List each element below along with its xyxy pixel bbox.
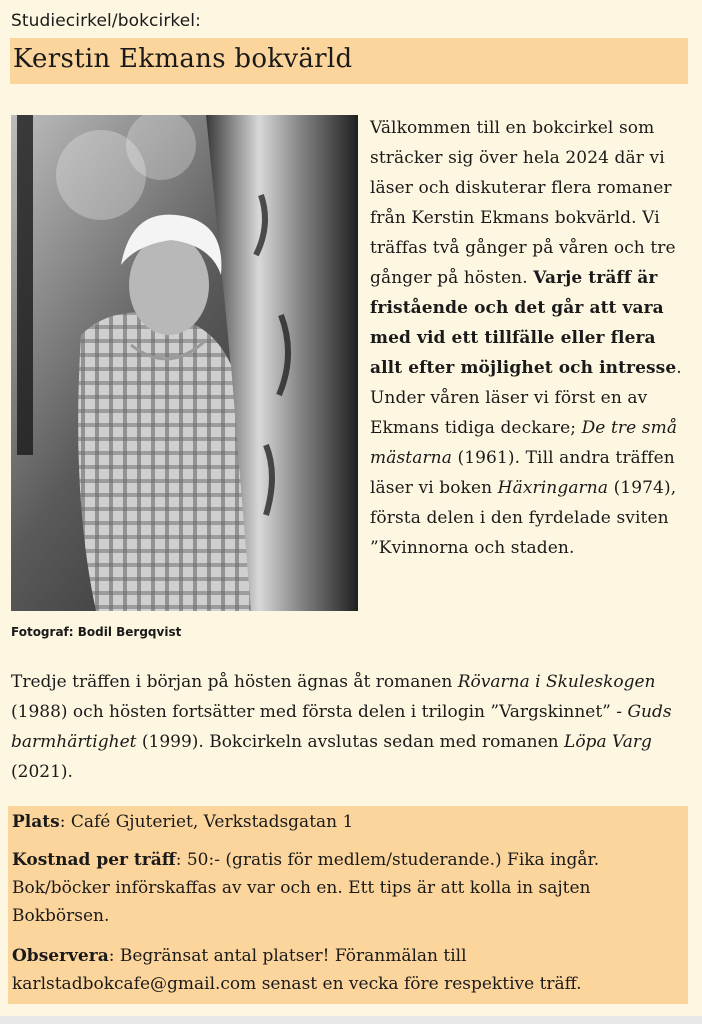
- intro-paragraph: [370, 113, 692, 563]
- page-title: Kerstin Ekmans bokvärld: [13, 44, 353, 74]
- place-value: : Café Gjuteriet, Verkstadsgatan 1: [59, 812, 354, 832]
- autumn-paragraph: [11, 667, 695, 787]
- book-title-2: Häxringarna: [497, 478, 609, 498]
- book-title-1: De tre små mästarna: [370, 418, 678, 468]
- cost-info: [12, 846, 680, 930]
- title-banner: [10, 38, 688, 84]
- intro-text-1: Välkommen till en bokcirkel som sträcker sig över hela 2024 där vi läser och diskuterar flera romaner från Kerstin Ekmans bokvärld. Vi träffas två gånger på våren och tre gånger på hösten.: [370, 118, 676, 288]
- autumn-text-3: (1999). Bokcirkeln avslutas sedan med romanen: [136, 732, 565, 752]
- intro-text-2: . Under våren läser vi först en av Ekmans tidiga deckare;: [370, 358, 682, 438]
- autumn-text-1: Tredje träffen i början på hösten ägnas åt romanen: [11, 672, 458, 692]
- note-value: : Begränsat antal platser! Föranmälan till karlstadbokcafe@gmail.com senast en vecka före respektive träff.: [12, 946, 582, 994]
- place-label: Plats: [12, 812, 60, 832]
- author-photo-illustration: [11, 115, 358, 611]
- place-info: [12, 808, 680, 836]
- photo-caption: Fotograf: Bodil Bergqvist: [11, 625, 182, 639]
- page-bottom-edge: [0, 1016, 702, 1024]
- book-title-4: Guds barmhärtighet: [11, 702, 672, 752]
- intro-highlight: Varje träff är fristående och det går att vara med vid ett tillfälle eller flera allt efter möjlighet och intresse: [370, 268, 677, 378]
- book-title-3: Rövarna i Skuleskogen: [457, 672, 656, 692]
- note-label: Observera: [12, 946, 109, 966]
- intro-text-4: (1974), första delen i den fyrdelade sviten ”Kvinnorna och staden.: [370, 478, 677, 558]
- cost-label: Kostnad per träff: [12, 850, 176, 870]
- autumn-text-4: (2021).: [11, 762, 73, 782]
- note-info: [12, 942, 680, 998]
- author-photo: [11, 115, 358, 611]
- info-box: [8, 806, 688, 1004]
- book-title-5: Löpa Varg: [564, 732, 652, 752]
- autumn-text-2: (1988) och hösten fortsätter med första delen i trilogin ”Vargskinnet” -: [11, 702, 628, 722]
- cost-value: : 50:- (gratis för medlem/studerande.) Fika ingår. Bok/böcker införskaffas av var och en. Ett tips är att kolla in sajten Bokbörsen.: [12, 850, 600, 926]
- kicker-text: Studiecirkel/bokcirkel:: [11, 11, 201, 31]
- intro-text-3: (1961). Till andra träffen läser vi boken: [370, 448, 675, 498]
